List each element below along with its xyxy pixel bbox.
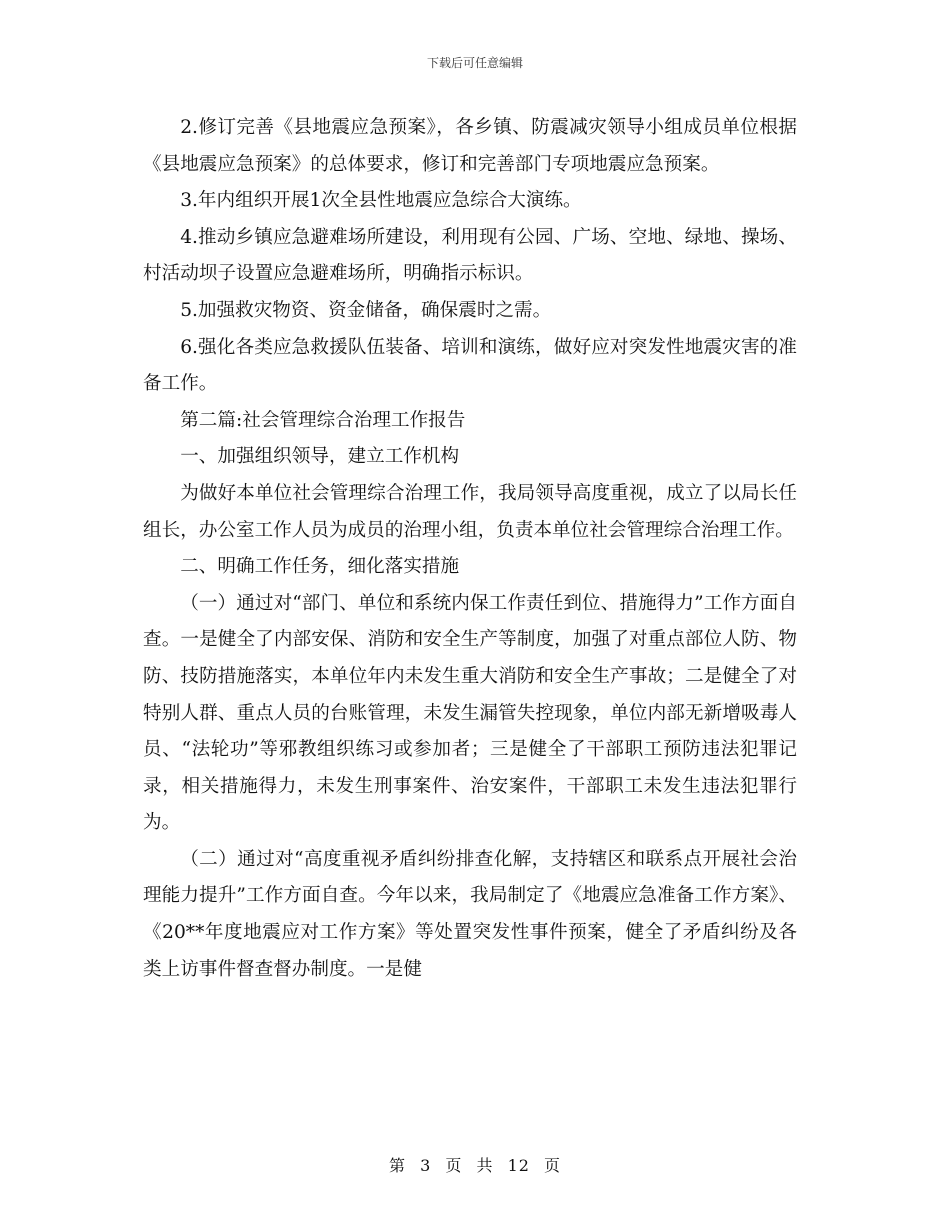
- page-header: 下载后可任意编辑: [426, 56, 523, 70]
- paragraph-7: （一）通过对“部门、单位和系统内保工作责任到位、措施得力”工作方面自查。一是健全了内部安保、消防和安全生产等制度，加强了对重点部位人防、物防、技防措施落实，本单位年内未发生重大消防和安全生产事故；二是健全了对特别人群、重点人员的台账管理，未发生漏管失控现象，单位内部无新增吸毒人员、“法轮功”等邪教组织练习或参加者；三是健全了干部职工预防违法犯罪记录，相关措施得力，未发生刑事案件、治安案件，干部职工未发生违法犯罪行为。: [143, 592, 797, 834]
- paragraph-2: 3.年内组织开展1次全县性地震应急综合大演练。: [180, 190, 582, 212]
- document-body: [143, 110, 797, 988]
- paragraph-4: 5.加强救灾物资、资金储备，确保震时之需。: [180, 299, 552, 321]
- section-title: 第二篇:社会管理综合治理工作报告: [180, 409, 466, 431]
- total-unit: 页: [544, 1156, 562, 1175]
- paragraph-8: （二）通过对“高度重视矛盾纠纷排查化解，支持辖区和联系点开展社会治理能力提升”工作方面自查。今年以来，我局制定了《地震应急准备工作方案》、《20**年度地震应对工作方案》等处置突发性事件预案，健全了矛盾纠纷及各类上访事件督查督办制度。一是健: [143, 848, 797, 980]
- total-label: 共: [476, 1156, 494, 1175]
- paragraph-3: 4.推动乡镇应急避难场所建设，利用现有公园、广场、空地、绿地、操场、村活动坝子设置应急避难场所，明确指示标识。: [143, 226, 797, 285]
- paragraph-1: 2.修订完善《县地震应急预案》，各乡镇、防震减灾领导小组成员单位根据《县地震应急预案》的总体要求，修订和完善部门专项地震应急预案。: [143, 117, 797, 175]
- heading-1: 一、加强组织领导，建立工作机构: [180, 446, 460, 468]
- paragraph-5: 6.强化各类应急救援队伍装备、培训和演练，做好应对突发性地震灾害的准备工作。: [143, 336, 797, 395]
- total-pages: 12: [507, 1156, 530, 1175]
- page-footer: [0, 1153, 950, 1176]
- paragraph-6: 为做好本单位社会管理综合治理工作，我局领导高度重视，成立了以局长任组长，办公室工作人员为成员的治理小组，负责本单位社会管理综合治理工作。: [143, 482, 797, 541]
- page-label: 第: [388, 1156, 406, 1175]
- page-unit: 页: [445, 1156, 463, 1175]
- page-number: 3: [420, 1156, 432, 1175]
- heading-2: 二、明确工作任务，细化落实措施: [180, 556, 460, 578]
